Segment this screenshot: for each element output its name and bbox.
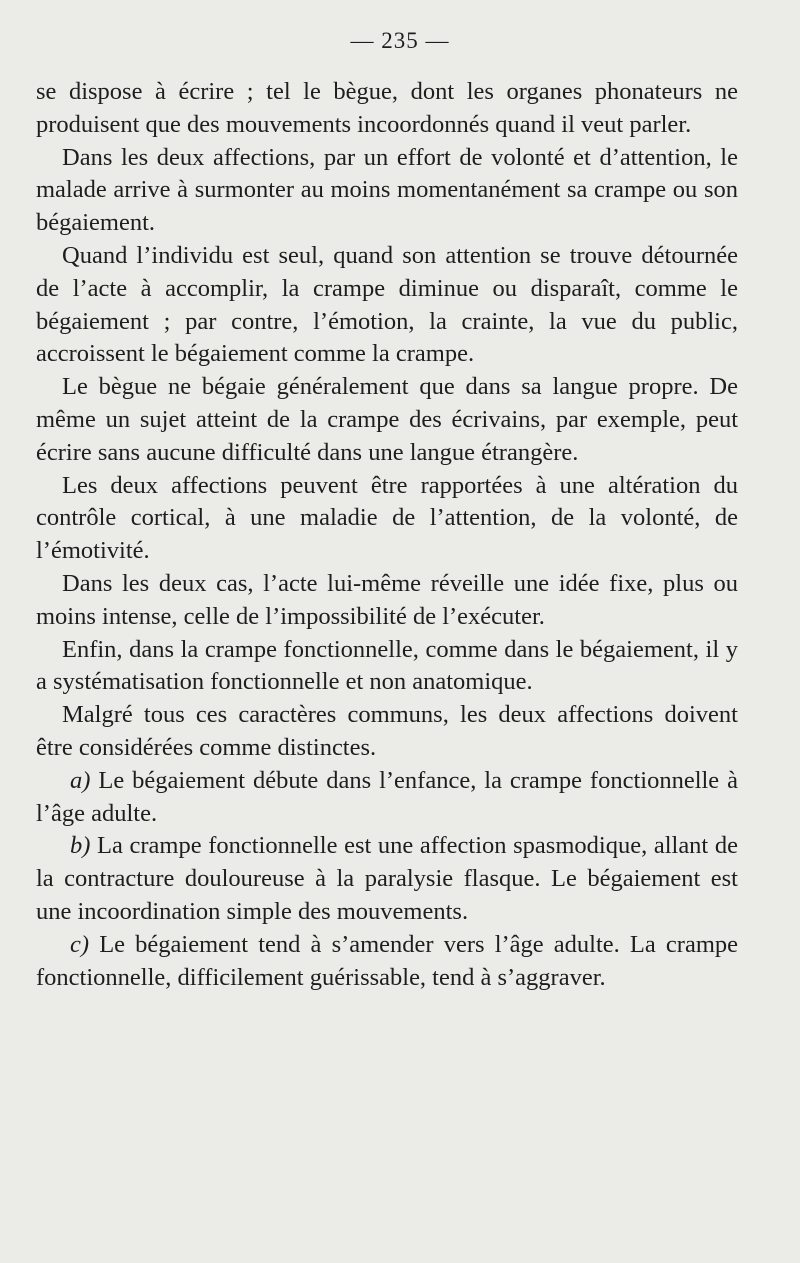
paragraph: Le bègue ne bégaie généralement que dans sa langue propre. De même un sujet atteint de la crampe des écrivains, par exemple, peut écrire sans aucune difficulté dans une langue étrangère. [36,373,738,466]
list-item-text: Le bégaiement tend à s’amender vers l’âge adulte. La crampe fonctionnelle, difficilement guérissable, tend à s’aggraver. [36,930,738,991]
body-text [36,76,738,994]
list-marker: b) [70,832,91,860]
list-item [36,830,738,928]
list-item [36,765,738,831]
page-number: — 235 — [350,28,450,53]
paragraph: Dans les deux cas, l’acte lui-même réveille une idée fixe, plus ou moins intense, celle de l’impossibilité de l’exécuter. [36,569,738,630]
paragraph: Enfin, dans la crampe fonctionnelle, comme dans le bégaiement, il y a systématisation fonctionnelle et non anatomique. [36,635,738,696]
list-marker: a) [70,766,91,794]
paragraph: Dans les deux affections, par un effort de volonté et d’attention, le malade arrive à surmonter au moins momentanément sa crampe ou son bégaiement. [36,143,738,237]
list-marker: c) [70,930,90,958]
paragraph: se dispose à écrire ; tel le bègue, dont les organes phonateurs ne produisent que des mouvements incoordonnés quand il veut parler. [36,78,738,138]
list-item [36,929,738,995]
paragraph: Les deux affections peuvent être rapportées à une altération du contrôle cortical, à une maladie de l’attention, de la volonté, de l’émotivité. [36,471,738,565]
list-item-text: La crampe fonctionnelle est une affection spasmodique, allant de la contracture douloureuse à la paralysie flasque. Le bégaiement est une incoordination simple des mouvements. [36,832,738,925]
paragraph: Quand l’individu est seul, quand son attention se trouve détournée de l’acte à accomplir, la crampe diminue ou disparaît, comme le bégaiement ; par contre, l’émotion, la crainte, la vue du public, accroissent le bégaiement comme la crampe. [36,241,738,368]
paragraph: Malgré tous ces caractères communs, les deux affections doivent être considérées comme distinctes. [36,701,738,761]
list-item-text: Le bégaiement débute dans l’enfance, la crampe fonctionnelle à l’âge adulte. [36,766,738,827]
